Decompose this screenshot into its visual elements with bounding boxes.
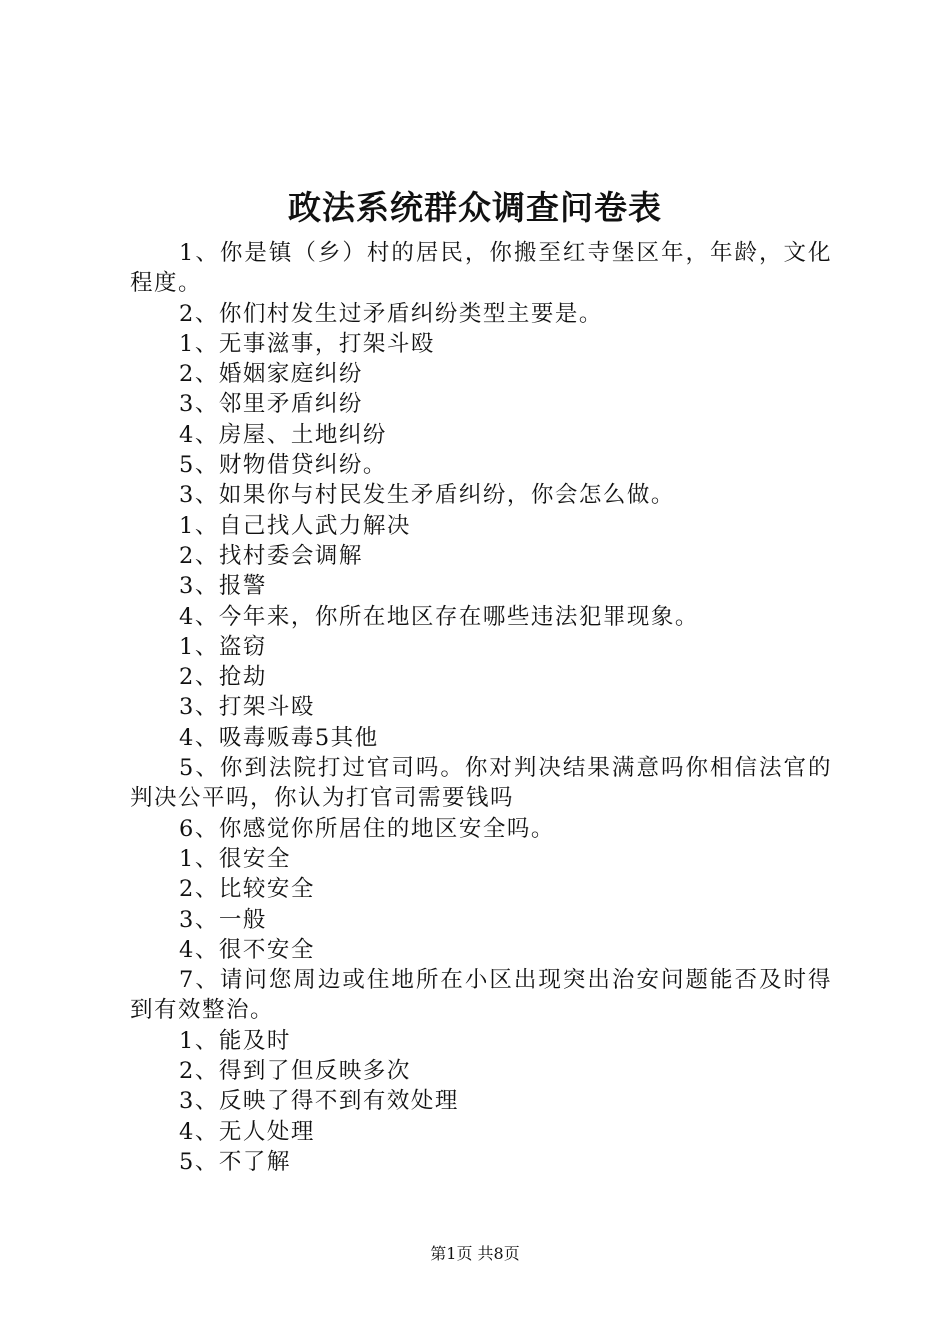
- question-4: 4、今年来，你所在地区存在哪些违法犯罪现象。: [179, 603, 699, 630]
- question-4-option-4: 4、吸毒贩毒5其他: [179, 724, 379, 751]
- question-6-option-3: 3、一般: [179, 906, 267, 933]
- question-4-option-2: 2、抢劫: [179, 664, 267, 691]
- question-6-option-2: 2、比较安全: [179, 876, 315, 903]
- question-6-option-4: 4、很不安全: [179, 936, 315, 963]
- question-7-option-1: 1、能及时: [179, 1027, 291, 1054]
- question-3-option-3: 3、报警: [179, 573, 267, 600]
- question-7-option-2: 2、得到了但反映多次: [179, 1058, 411, 1085]
- document-body: [130, 238, 832, 1177]
- question-2-option-5: 5、财物借贷纠纷。: [179, 452, 387, 479]
- question-6-option-1: 1、很安全: [179, 845, 291, 872]
- question-2: 2、你们村发生过矛盾纠纷类型主要是。: [179, 300, 603, 327]
- question-7-option-4: 4、无人处理: [179, 1118, 315, 1145]
- question-7: 7、请问您周边或住地所在小区出现突出治安问题能否及时得到有效整治。: [130, 967, 832, 1024]
- question-2-option-1: 1、无事滋事，打架斗殴: [179, 330, 435, 357]
- question-6: 6、你感觉你所居住的地区安全吗。: [179, 815, 555, 842]
- question-7-option-5: 5、不了解: [179, 1148, 291, 1175]
- question-5: 5、你到法院打过官司吗。你对判决结果满意吗你相信法官的判决公平吗，你认为打官司需要钱吗: [130, 755, 832, 812]
- question-2-option-3: 3、邻里矛盾纠纷: [179, 391, 363, 418]
- question-4-option-3: 3、打架斗殴: [179, 694, 315, 721]
- page-footer: 第1页 共8页: [430, 1244, 520, 1263]
- document-title: 政法系统群众调查问卷表: [288, 188, 662, 227]
- question-1: 1、你是镇（乡）村的居民，你搬至红寺堡区年，年龄，文化程度。: [130, 240, 832, 297]
- question-3-option-1: 1、自己找人武力解决: [179, 512, 411, 539]
- question-2-option-2: 2、婚姻家庭纠纷: [179, 361, 363, 388]
- question-3-option-2: 2、找村委会调解: [179, 542, 363, 569]
- question-3: 3、如果你与村民发生矛盾纠纷，你会怎么做。: [179, 482, 675, 509]
- question-2-option-4: 4、房屋、土地纠纷: [179, 421, 387, 448]
- question-4-option-1: 1、盗窃: [179, 633, 267, 660]
- question-7-option-3: 3、反映了得不到有效处理: [179, 1088, 459, 1115]
